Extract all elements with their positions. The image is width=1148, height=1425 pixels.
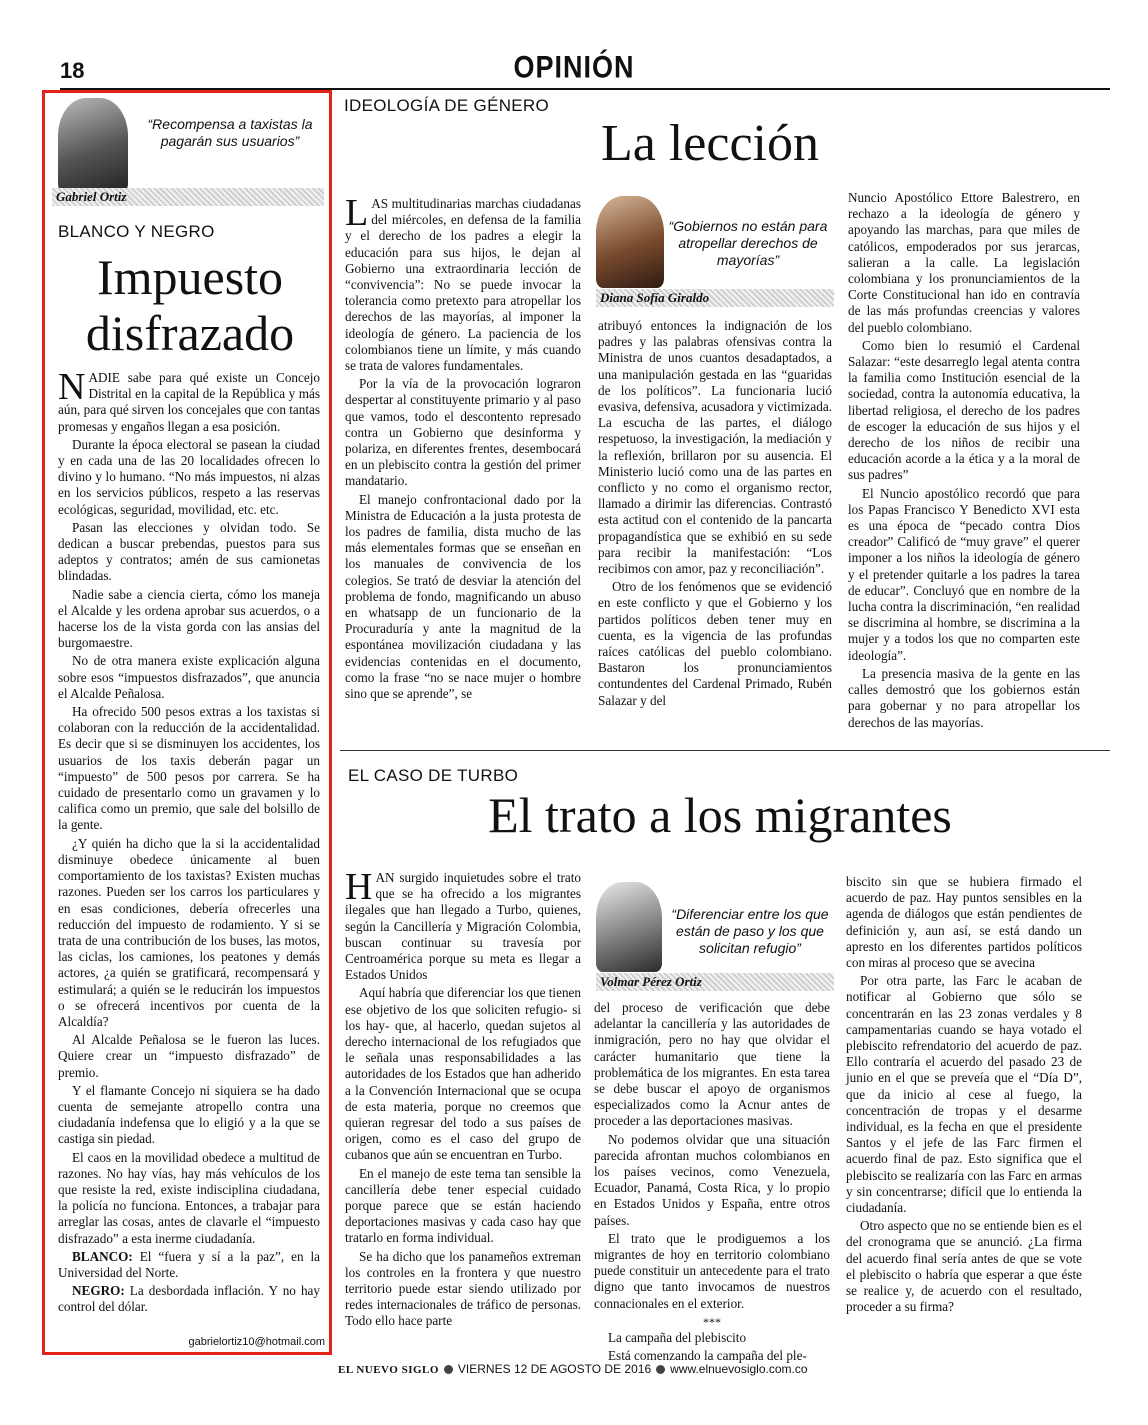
paragraph: Aquí habría que diferenciar los que tienen ese objetivo de los que soliciten refugio- si los hay- que, al hacerlo, quedan sujetos al derecho internacional de los refugiados que le señala unas responsabilidades a las autoridades de los Estados que han adherido a la Convención Internacional que se ocupa de esta materia, porque no creemos que quieran regresar del todo a sus países de origen, como es el caso del grupo de cubanos que aún se encuentran en Turbo. xyxy=(345,985,581,1163)
paragraph: Por otra parte, las Farc le acaban de notificar al Gobierno que sólo se concentrarán en las 23 zonas verdales y 8 campamentarias cuando se haya votado el plebiscito refrendatorio del acuerdo de paz. Ello contraría el acuerdo del pasado 23 de junio en el que se preveía que el “Día D”, que da inicio al cese al fuego, la concentración de tropas y el desarme individual, es la fecha en que el presidente Santos y el jefe de las Farc firmen el acuerdo final de paz. Esto significa que el plebiscito se realizaría con las Farc en armas y sin concentrarse; difícil que lo entienda la ciudadanía. xyxy=(846,973,1082,1216)
bottom-article-col1 xyxy=(345,866,581,1332)
paragraph: Durante la época electoral se pasean la ciudad y en cada una de las 20 localidades ofrecen lo divino y lo humano. “No más impuestos, ni alzas en los servicios públicos, respeto a las reservas ecológicas, seguridad, movilidad, etc. etc. xyxy=(58,436,320,517)
left-kicker: BLANCO Y NEGRO xyxy=(58,222,215,241)
author-photo xyxy=(596,196,664,288)
top-article-col2 xyxy=(598,318,832,711)
author-photo xyxy=(596,882,662,972)
paragraph: El manejo confrontacional dado por la Ministra de Educación a la justa protesta de los padres de familia, dista mucho de las más elementales formas que se enseñan en los manuales de convivencia de los colegios. Se trató de desviar la atención del problema de fondo, magnificando un abuso en whatsapp de un funcionario de la Procuraduría y ante la magnitud de la espontánea movilización ciudadana y las evidencias contenidas en el documento, como la frase “no se nace mujer o hombre sino que se aprende”, se xyxy=(345,491,581,702)
top-article-col1 xyxy=(345,192,581,704)
blanco-note: BLANCO: El “fuera y sí a la paz”, en la Universidad del Norte. xyxy=(58,1248,320,1280)
section-separator-stars: *** xyxy=(703,1314,721,1329)
paragraph: Otro aspecto que no se entiende bien es el del cronograma que se anunció. ¿La firma del acuerdo final sería antes de que se vote el plebiscito o habría que esperar a que éste se realice y, de acuerdo con el resultado, proceder a su firma? xyxy=(846,1218,1082,1315)
subhead: La campaña del plebiscito xyxy=(608,1330,747,1346)
section-title: OPINIÓN xyxy=(513,49,635,85)
paragraph: Pasan las elecciones y olvidan todo. Se dedican a buscar prebendas, puestos para sus adeptos y contratos; amén de sus camionetas blindadas. xyxy=(58,519,320,584)
paragraph: del proceso de verificación que debe adelantar la cancillería y las autoridades de inmigración, pero no hay que olvidar el carácter humanitario que tiene la problemática de los migrantes. En esta tarea se debe buscar el apoyo de organismos especializados como la Acnur antes de proceder a las deportaciones masivas. xyxy=(594,1000,830,1129)
author-name: Gabriel Ortiz xyxy=(52,188,324,206)
dropcap: H xyxy=(345,866,373,908)
newspaper-brand: EL NUEVO SIGLO xyxy=(338,1364,439,1376)
paragraph: No de otra manera existe explicación alguna sobre esos “impuestos disfrazados”, que anuncia el Alcalde Peñalosa. xyxy=(58,653,320,701)
paragraph: Está comenzando la campaña del ple- xyxy=(608,1348,807,1364)
section-divider xyxy=(340,750,1110,751)
blanco-label: BLANCO: xyxy=(72,1248,133,1264)
bottom-article-col3 xyxy=(846,874,1082,1317)
bottom-quote: “Diferenciar entre los que están de paso y los que solicitan refugio” xyxy=(671,906,829,956)
paragraph: Al Alcalde Peñalosa se le fueron las luces. Quiere crear un “impuesto disfrazado” de premio. xyxy=(58,1032,320,1080)
left-headline-line1: Impuesto xyxy=(96,249,284,305)
paragraph: Otro de los fenómenos que se evidenció en este conflicto y que el Gobierno y los partidos políticos deben tener muy en cuenta, es la vigencia de las profundas raíces católicas del pueblo colombiano. Bastaron los pronunciamientos contundentes del Cardenal Primado, Rubén Salazar y del xyxy=(598,579,832,708)
paragraph: Nadie sabe a ciencia cierta, cómo los maneja el Alcalde y les ordena aprobar sus acuerdos, o a hacerse los de la vista gorda con las ansias del burgomaestre. xyxy=(58,586,320,651)
page-number: 18 xyxy=(60,58,85,83)
paragraph: Ha ofrecido 500 pesos extras a los taxistas si colaboran con la reducción de la accidentalidad. Es decir que si se disminuyen los accidentes, los usuarios de los taxis deberán pagar un “impuesto” de 500 pesos por carrera. Se ha cuidado de presentarlo como un gravamen y lo califica como un premio, que sale del bolsillo de la gente. xyxy=(58,704,320,833)
paragraph: Como bien lo resumió el Cardenal Salazar: “este desarreglo legal atenta contra la familia como Institución esencial de la sociedad, contra la autonomía educativa, la libertad religiosa, el derecho de los padres de escoger la educación de sus hijos y el derecho de los niños de recibir una educación acorde a la ética y a la moral de sus padres” xyxy=(848,337,1080,483)
author-name: Volmar Pérez Ortiz xyxy=(596,973,834,991)
author-photo xyxy=(58,98,128,193)
bottom-kicker: EL CASO DE TURBO xyxy=(348,766,519,785)
paragraph: Se ha dicho que los panameños extreman los controles en la frontera y que nuestro territorio puede estar siendo utilizado por redes internacionales de tráfico de personas. Todo ello hace parte xyxy=(345,1248,581,1329)
author-email: gabrielortiz10@hotmail.com xyxy=(188,1336,325,1348)
top-quote: “Gobiernos no están para atropellar derechos de mayorías” xyxy=(668,218,828,268)
negro-note: NEGRO: La desbordada inflación. Y no hay control del dólar. xyxy=(58,1283,320,1315)
paragraph: En el manejo de este tema tan sensible la cancillería debe tener especial cuidado porque parece que se están haciendo deportaciones masivas y cada caso hay que tratarlo en forma individual. xyxy=(345,1165,581,1246)
paragraph: El trato que le prodiguemos a los migrantes de hoy en territorio colombiano puede constituir un antecedente para el trato digno que tanto invocamos de nuestros connacionales en el exterior. xyxy=(594,1230,830,1311)
left-headline-line2: disfrazado xyxy=(85,305,295,361)
paragraph: atribuyó entonces la indignación de los padres y las palabras ofensivas contra la Ministra de unos cuantos desadaptados, a una manipulación gestada en las “guaridas de los políticos”. La funcionaria lució evasiva, defensiva, acusadora y victimizada. La escucha de las partes, el diálogo respetuoso, la investigación, la mediación y la reflexión, brillaron por su ausencia. El Ministerio lució como una de las partes en conflicto y no como el organismo rector, llamado a dirimir las diferencias. Contrastó esta actitud con el contenido de la pancarta propagandística que se exhibió en su sede para recibir la manifestación: “Los recibimos con amor, paz y reconciliación”. xyxy=(598,318,832,577)
paragraph: biscito sin que se hubiera firmado el acuerdo de paz. Hay puntos sensibles en la agenda de diálogos que están pendientes de definición y, aun así, se está dando un apresto en los diferentes partidos políticos con miras al proceso que se avecina xyxy=(846,874,1082,971)
top-article-col3 xyxy=(848,190,1080,733)
dropcap: L xyxy=(345,192,369,234)
left-article-body xyxy=(58,366,320,1318)
bottom-article-col2 xyxy=(594,1000,830,1366)
footer-url[interactable]: www.elnuevosiglo.com.co xyxy=(670,1362,808,1376)
bottom-headline: El trato a los migrantes xyxy=(488,787,952,843)
paragraph: Nuncio Apostólico Ettore Balestrero, en rechazo a la ideología de género y apoyando las marchas, para que miles de católicos, empoderados por sus jerarcas, salieran a la calle. La legislación colombiana y los pronunciamientos de la Corte Constitucional han ido en contravía de las más profundas creencias y valores del pueblo colombiano. xyxy=(848,190,1080,335)
dropcap: N xyxy=(58,366,86,408)
paragraph: Y el flamante Concejo ni siquiera se ha dado cuenta de semejante atropello contra una ciudadanía indefensa que lo eligió y a la que se castiga sin piedad. xyxy=(58,1082,320,1147)
negro-label: NEGRO: xyxy=(72,1283,125,1299)
author-name: Diana Sofía Giraldo xyxy=(596,289,834,307)
footer-date: VIERNES 12 DE AGOSTO DE 2016 xyxy=(457,1362,652,1376)
paragraph: Por la vía de la provocación lograron despertar al constituyente primario y al paso que vamos, todo el descontento represado contra un Gobierno que desinforma y polariza, en diferentes frentes, desembocará en un plebiscito contra la gestión del primer mandatario. xyxy=(345,376,581,489)
top-headline: La lección xyxy=(601,115,819,172)
bullet-icon xyxy=(444,1365,453,1374)
paragraph: AN surgido inquietudes sobre el trato que se ha ofrecido a los migrantes ilegales que han llegado a Turbo, quienes, según la Cancillería y Migración Colombia, buscan continuar su travesía por Centroamérica porque su meta es llegar a Estados Unidos xyxy=(345,870,581,983)
paragraph: ¿Y quién ha dicho que la si la accidentalidad disminuye obedece únicamente al buen comportamiento de los taxistas? Existen muchas razones. Pueden ser los carros los particulares y en esas condiciones, debería ofrecerles una reducción del impuesto de rodamiento. Y si se trata de una contribución de los buses, las motos, las ciclas, los camiones, los peatones y demás actores, ¿a quién se gratificará, recompensará y estimulará; a quién se le reducirán los impuestos o se ofrecerá incentivos por cuenta de la Alcaldía? xyxy=(58,835,320,1029)
paragraph: El caos en la movilidad obedece a multitud de razones. No hay vías, hay más vehículos de los que resiste la red, existe indisciplina ciudadana, la policía no funciona. Entonces, a trabajar para arreglar las cosas, antes de clavarle el “impuesto disfrazado” a esta inerme ciudadanía. xyxy=(58,1149,320,1246)
footer xyxy=(338,1362,808,1376)
paragraph: El Nuncio apostólico recordó que para los Papas Francisco Y Benedicto XVI esta es una época de “pecado contra Dios creador” Calificó de “muy grave” el querer imponer a los niños la ideología de género y el pretender quitarle a los padres la tarea de educar”. Concluyó que en nombre de la lucha contra la discriminación, “en realidad se discrimina al hombre, se discrimina a la mujer y a todos los que no comparten este ideología”. xyxy=(848,485,1080,663)
paragraph: La presencia masiva de la gente en las calles demostró que los gobiernos están para gobernar y no para atropellar los derechos de las mayorías. xyxy=(848,665,1080,730)
left-headline xyxy=(50,249,330,361)
paragraph: ADIE sabe para qué existe un Concejo Distrital en la capital de la República y más aún, para qué sirven los concejales que con tantas promesas y engaños llegan a esa posición. xyxy=(58,370,320,434)
bullet-icon xyxy=(656,1365,665,1374)
paragraph: AS multitudinarias marchas ciudadanas del miércoles, en defensa de la familia y el derecho de los padres a elegir la educación para sus hijos, le dejan al Gobierno una extraordinaria lección de “convivencia”: No se puede invocar la tolerancia como pretexto para atropellar los derechos de las mayorías, al imponer la ideología de género. La paciencia de los colombianos tiene un límite, y más cuando se trata de valores fundamentales. xyxy=(345,196,581,374)
top-kicker: IDEOLOGÍA DE GÉNERO xyxy=(344,96,550,115)
paragraph: No podemos olvidar que una situación parecida afrontan muchos colombianos en los países vecinos, como Venezuela, Ecuador, Panamá, Costa Rica, y lo propio en Estados Unidos y España, entre otros países. xyxy=(594,1131,830,1228)
left-quote: “Recompensa a taxistas la pagarán sus usuarios” xyxy=(147,116,313,149)
